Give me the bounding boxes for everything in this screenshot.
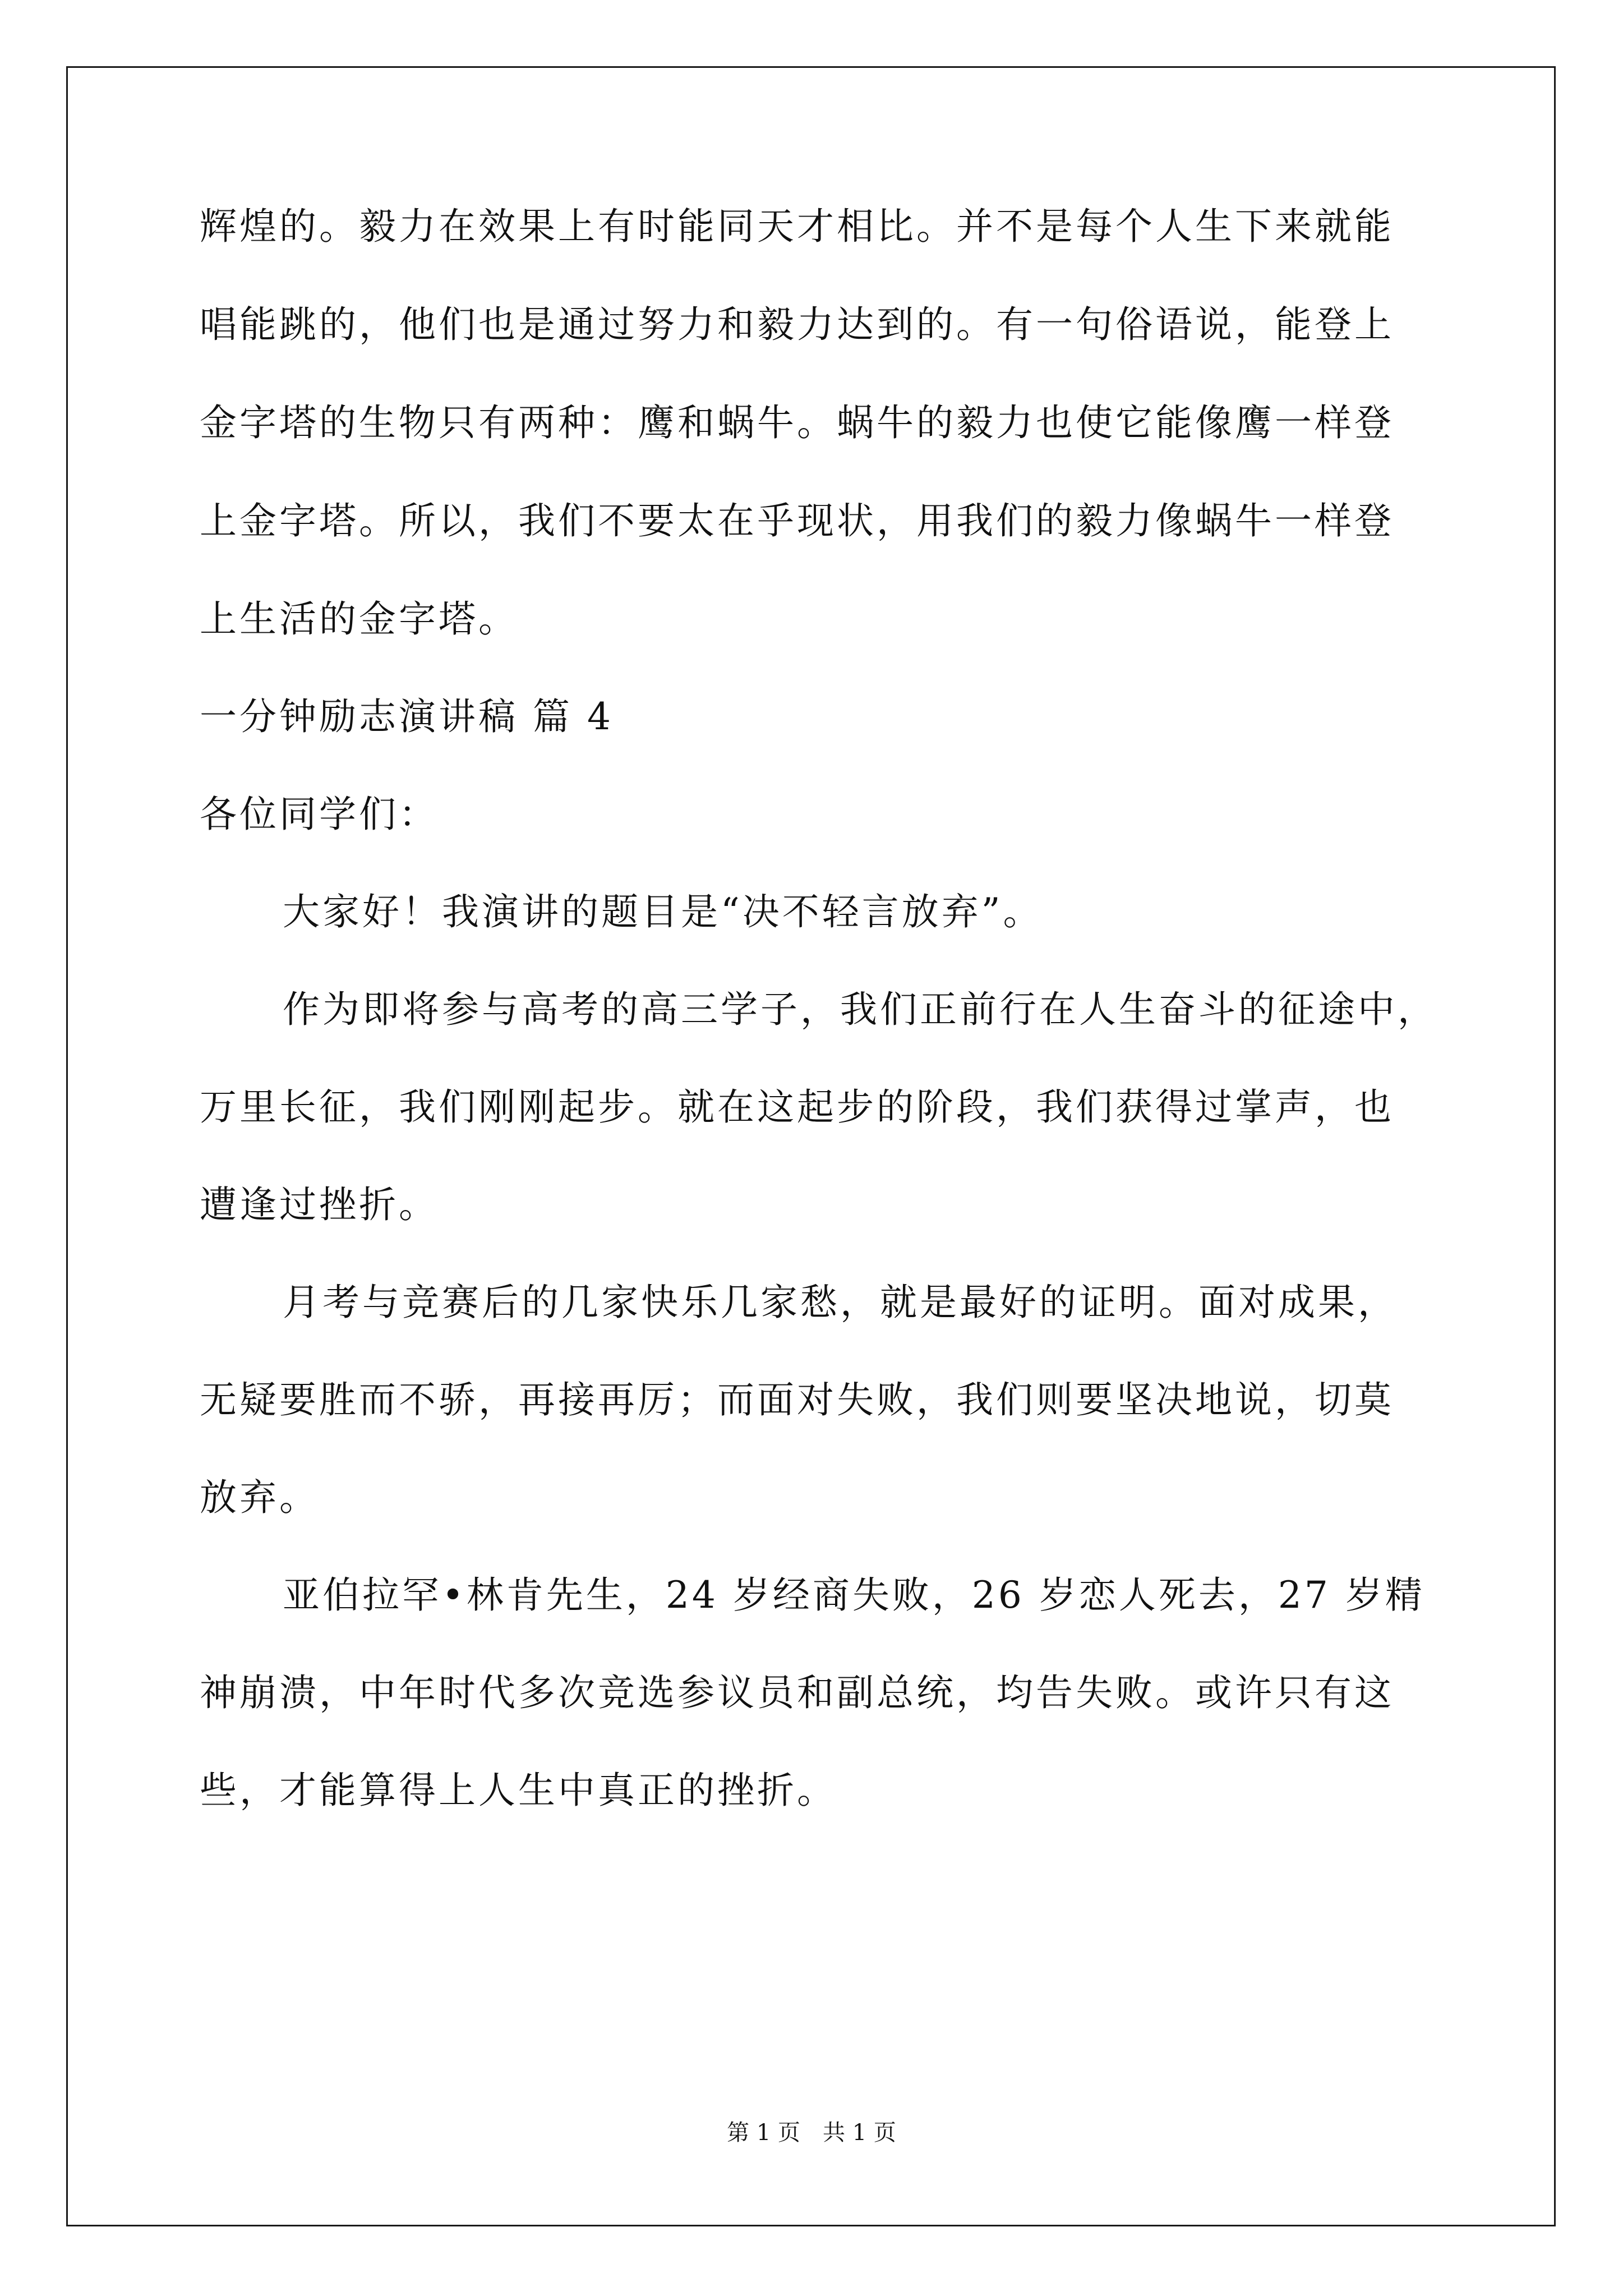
paragraph-line: 上生活的金字塔。 xyxy=(200,597,518,641)
paragraph-line: 万里长征，我们刚刚起步。就在这起步的阶段，我们获得过掌声，也 xyxy=(200,1085,1394,1129)
paragraph-line: 唱能跳的，他们也是通过努力和毅力达到的。有一句俗语说，能登上 xyxy=(200,303,1394,346)
salutation: 各位同学们： xyxy=(200,793,439,836)
paragraph-line: 月考与竞赛后的几家快乐几家愁，就是最好的证明。面对成果， xyxy=(283,1281,1398,1324)
paragraph-line: 神崩溃，中年时代多次竞选参议员和副总统，均告失败。或许只有这 xyxy=(200,1671,1394,1714)
paragraph-line: 作为即将参与高考的高三学子，我们正前行在人生奋斗的征途中， xyxy=(283,988,1437,1031)
paragraph-line: 辉煌的。毅力在效果上有时能同天才相比。并不是每个人生下来就能 xyxy=(200,205,1394,248)
paragraph-line: 大家好！我演讲的题目是“决不轻言放弃”。 xyxy=(283,890,1043,933)
paragraph-line: 些，才能算得上人生中真正的挫折。 xyxy=(200,1769,837,1812)
paragraph-line: 无疑要胜而不骄，再接再厉；而面对失败，我们则要坚决地说，切莫 xyxy=(200,1378,1394,1421)
paragraph-line: 放弃。 xyxy=(200,1476,319,1519)
paragraph-line: 金字塔的生物只有两种：鹰和蜗牛。蜗牛的毅力也使它能像鹰一样登 xyxy=(200,401,1394,444)
section-heading: 一分钟励志演讲稿 篇 4 xyxy=(200,695,614,738)
page-border xyxy=(66,66,1556,2226)
paragraph-line: 遭逢过挫折。 xyxy=(200,1183,439,1226)
paragraph-line: 上金字塔。所以，我们不要太在乎现状，用我们的毅力像蜗牛一样登 xyxy=(200,499,1394,542)
paragraph-line: 亚伯拉罕•林肯先生，24 岁经商失败，26 岁恋人死去，27 岁精 xyxy=(283,1573,1425,1617)
page-number-footer: 第 1 页 共 1 页 xyxy=(727,2120,896,2146)
